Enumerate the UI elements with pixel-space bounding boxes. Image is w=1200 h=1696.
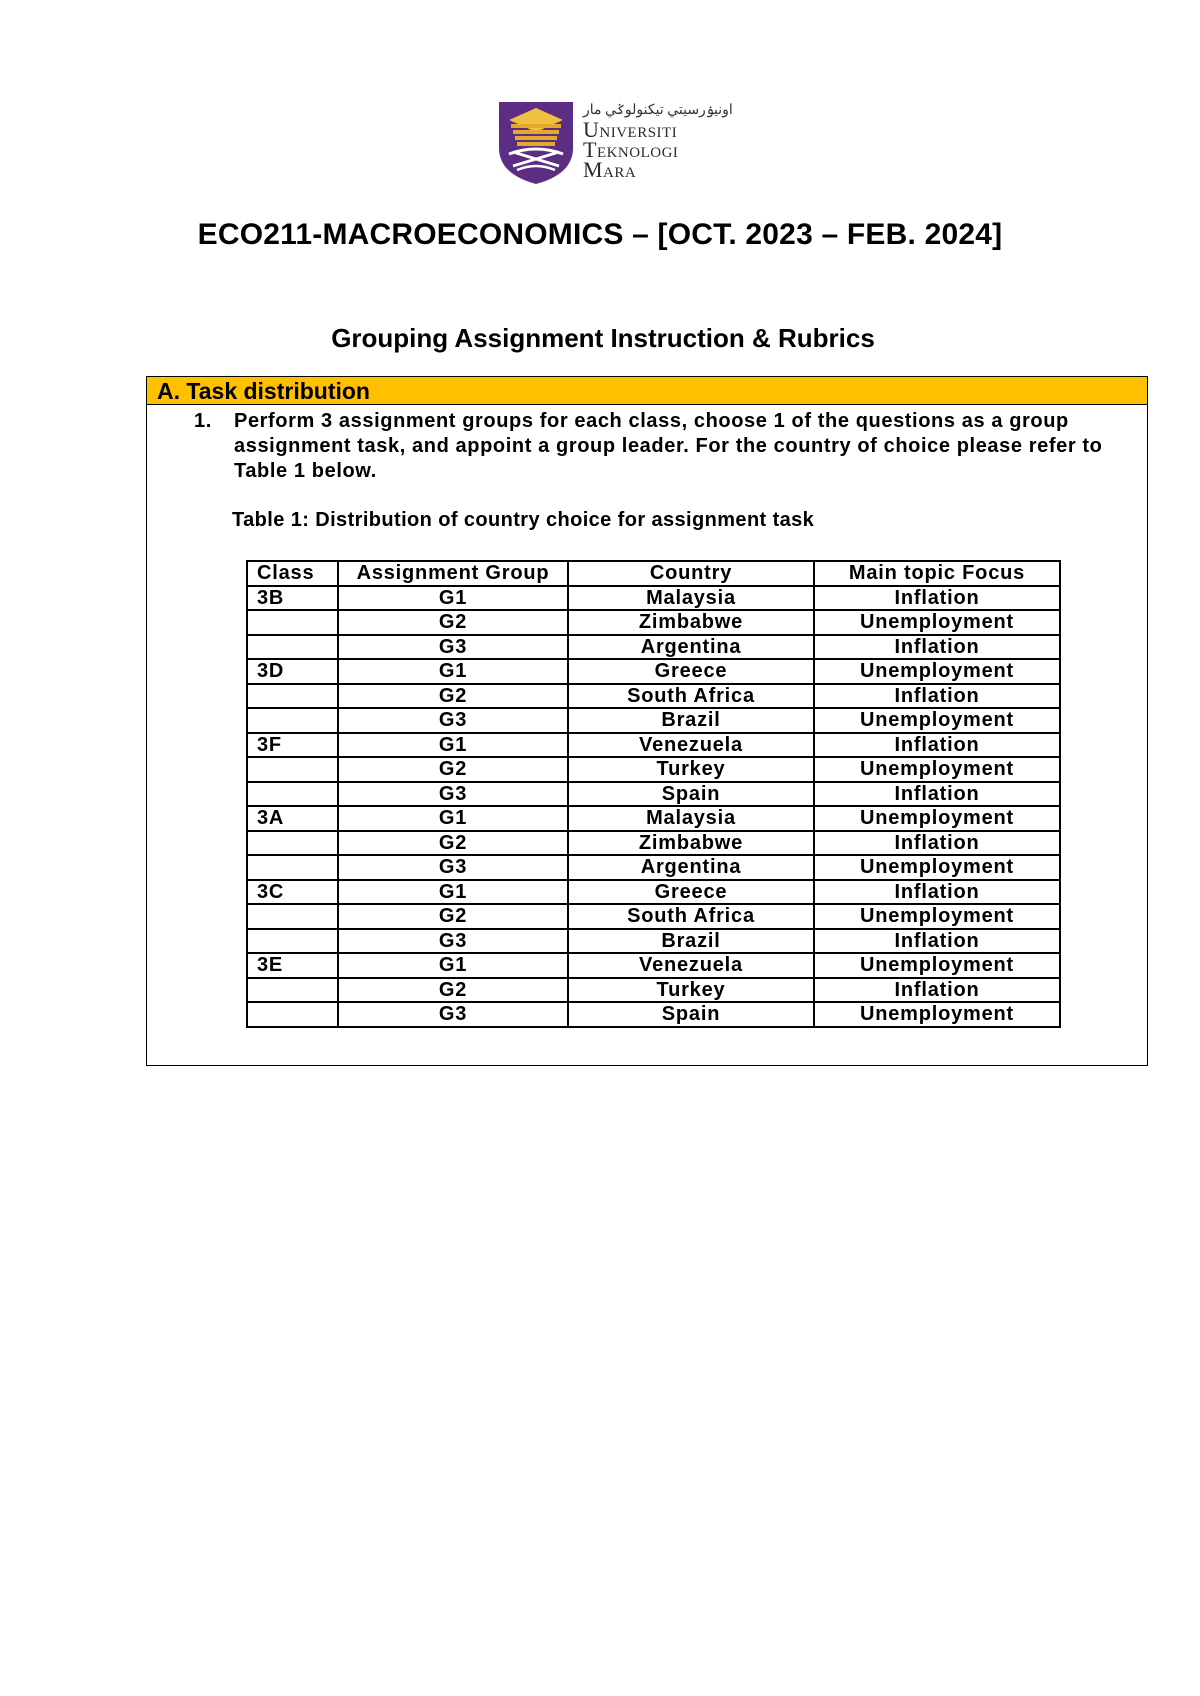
cell-topic: Inflation [814,782,1060,807]
logo-jawi-text: اونيۏرسيتي تيکنولوݢي مار [583,103,733,118]
cell-country: Argentina [568,855,814,880]
table-row [247,586,1060,611]
cell-group: G3 [338,1002,568,1027]
column-header-country: Country [568,561,814,586]
cell-class [247,684,338,709]
cell-country: Turkey [568,978,814,1003]
cell-topic: Unemployment [814,1002,1060,1027]
logo-line-1: Universiti [583,117,678,142]
cell-topic: Inflation [814,831,1060,856]
cell-topic: Unemployment [814,953,1060,978]
university-crest-icon [497,100,575,186]
cell-topic: Inflation [814,586,1060,611]
cell-group: G2 [338,610,568,635]
cell-topic: Unemployment [814,659,1060,684]
logo-line-2: Teknologi [583,137,679,162]
column-header-topic: Main topic Focus [814,561,1060,586]
table-header-row [247,561,1060,586]
section-header: A. Task distribution [147,377,1147,405]
cell-country: South Africa [568,684,814,709]
cell-topic: Inflation [814,684,1060,709]
cell-group: G1 [338,733,568,758]
table-row [247,904,1060,929]
cell-country: Malaysia [568,586,814,611]
table-row [247,757,1060,782]
table-row [247,635,1060,660]
cell-class [247,831,338,856]
course-title: ECO211-MACROECONOMICS – [OCT. 2023 – FEB. 2024] [197,218,1003,251]
cell-country: Malaysia [568,806,814,831]
document-title: Grouping Assignment Instruction & Rubrics [331,323,875,353]
logo-line-3: Mara [583,157,637,182]
cell-topic: Inflation [814,635,1060,660]
cell-class [247,855,338,880]
cell-class [247,757,338,782]
cell-class [247,978,338,1003]
cell-group: G3 [338,635,568,660]
cell-class: 3D [247,659,338,684]
cell-class [247,904,338,929]
cell-topic: Unemployment [814,855,1060,880]
table-row [247,978,1060,1003]
cell-group: G2 [338,831,568,856]
cell-class [247,635,338,660]
cell-country: Venezuela [568,733,814,758]
cell-class: 3F [247,733,338,758]
cell-group: G2 [338,757,568,782]
distribution-table [246,560,1061,1028]
cell-country: Zimbabwe [568,831,814,856]
cell-topic: Unemployment [814,708,1060,733]
task-distribution-section [146,376,1148,1066]
cell-country: Greece [568,659,814,684]
university-logo [497,100,733,186]
column-header-group: Assignment Group [338,561,568,586]
table-row [247,610,1060,635]
cell-class: 3C [247,880,338,905]
cell-class: 3E [247,953,338,978]
cell-group: G1 [338,659,568,684]
table-row [247,953,1060,978]
instruction-number: 1. [194,410,212,432]
cell-country: Turkey [568,757,814,782]
cell-group: G3 [338,708,568,733]
table-row [247,659,1060,684]
cell-topic: Unemployment [814,757,1060,782]
cell-group: G1 [338,586,568,611]
cell-group: G1 [338,880,568,905]
cell-group: G2 [338,978,568,1003]
cell-group: G1 [338,806,568,831]
table-row [247,831,1060,856]
table-row [247,929,1060,954]
cell-class [247,782,338,807]
cell-country: Spain [568,782,814,807]
cell-class [247,929,338,954]
table-caption: Table 1: Distribution of country choice for assignment task [232,509,815,531]
cell-topic: Unemployment [814,610,1060,635]
cell-topic: Inflation [814,978,1060,1003]
cell-class: 3B [247,586,338,611]
cell-group: G3 [338,855,568,880]
cell-group: G2 [338,904,568,929]
cell-country: Brazil [568,708,814,733]
cell-topic: Unemployment [814,904,1060,929]
cell-country: South Africa [568,904,814,929]
table-row [247,782,1060,807]
cell-country: Venezuela [568,953,814,978]
cell-group: G3 [338,782,568,807]
table-row [247,806,1060,831]
cell-group: G2 [338,684,568,709]
cell-class [247,708,338,733]
table-row [247,855,1060,880]
table-row [247,880,1060,905]
table-body [247,586,1060,1027]
cell-topic: Inflation [814,929,1060,954]
cell-country: Greece [568,880,814,905]
table-row [247,708,1060,733]
university-wordmark [583,102,733,180]
cell-country: Spain [568,1002,814,1027]
column-header-class: Class [247,561,338,586]
cell-topic: Unemployment [814,806,1060,831]
cell-country: Argentina [568,635,814,660]
cell-group: G1 [338,953,568,978]
cell-group: G3 [338,929,568,954]
instruction-text: Perform 3 assignment groups for each class, choose 1 of the questions as a group assignment task, and appoint a group leader. For the country of choice please refer to Table 1 below. [234,410,1103,482]
cell-country: Brazil [568,929,814,954]
cell-class: 3A [247,806,338,831]
cell-class [247,610,338,635]
table-row [247,684,1060,709]
table-row [247,1002,1060,1027]
cell-topic: Inflation [814,880,1060,905]
cell-topic: Inflation [814,733,1060,758]
table-row [247,733,1060,758]
cell-country: Zimbabwe [568,610,814,635]
cell-class [247,1002,338,1027]
